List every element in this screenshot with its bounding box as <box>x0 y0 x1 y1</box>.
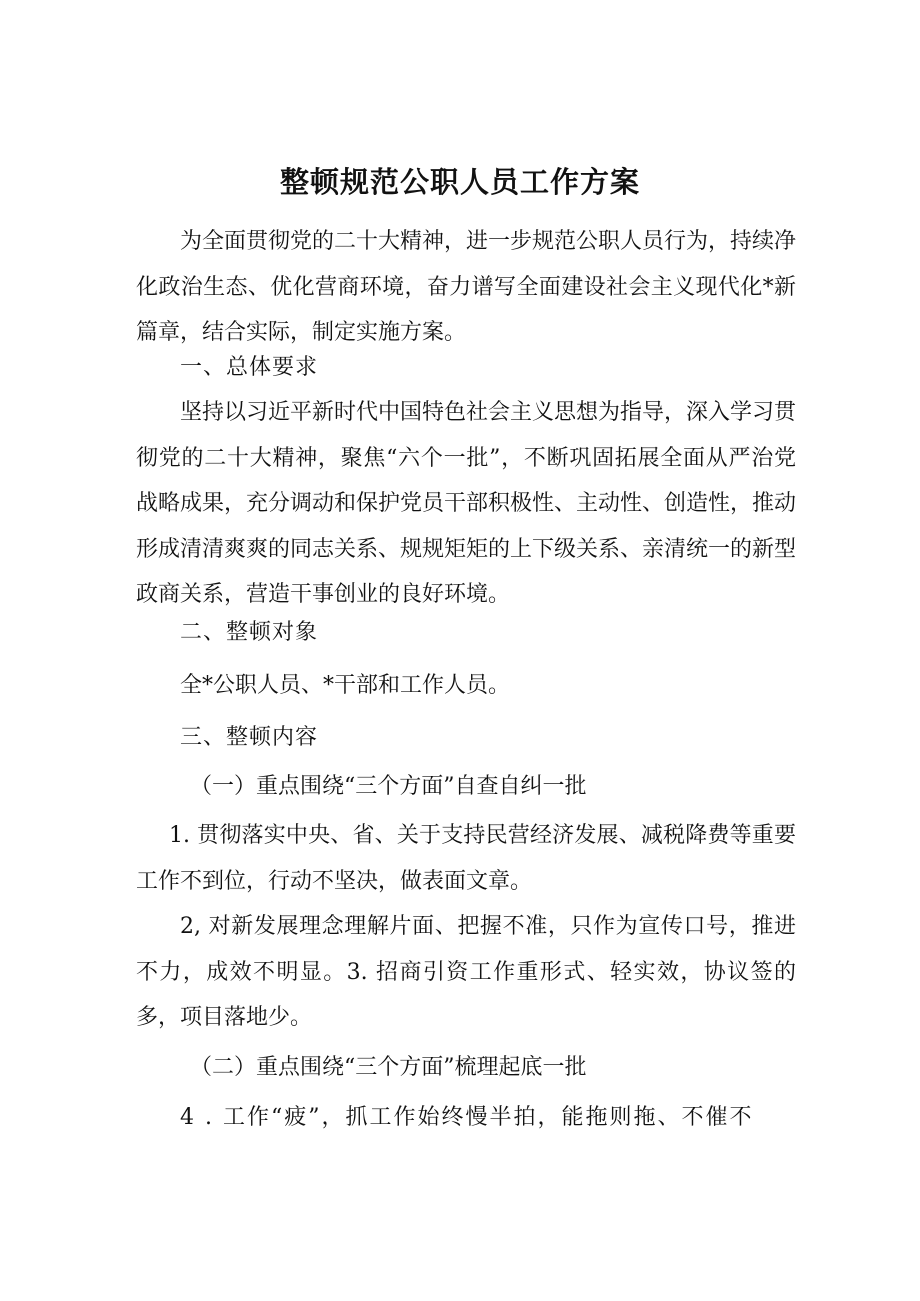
general-requirements-paragraph: 坚持以习近平新时代中国特色社会主义思想为指导，深入学习贯彻党的二十大精神，聚焦“六个一批”，不断巩固拓展全面从严治党战略成果，充分调动和保护党员干部积极性、主动性、创造性，推动形成清清爽爽的同志关系、规规矩矩的上下级关系、亲清统一的新型政商关系，营造干事创业的良好环境。 <box>136 400 797 607</box>
subsection-heading-sort-out: （二）重点围绕“三个方面”梳理起底一批 <box>190 1055 587 1080</box>
subsection-heading-self-inspection: （一）重点围绕“三个方面”自查自纠一批 <box>190 774 587 799</box>
section-heading-rectification-targets: 二、整顿对象 <box>180 620 319 645</box>
section-heading-rectification-content: 三、整顿内容 <box>180 725 319 750</box>
list-item-4: 4 . 工作“疲”，抓工作始终慢半拍，能拖则拖、不催不 <box>180 1105 754 1130</box>
intro-paragraph: 为全面贯彻党的二十大精神，进一步规范公职人员行为，持续净化政治生态、优化营商环境，奋力谱写全面建设社会主义现代化*新篇章，结合实际，制定实施方案。 <box>136 229 797 345</box>
list-item-1: 1. 贯彻落实中央、省、关于支持民营经济发展、减税降费等重要工作不到位，行动不坚决，做表面文章。 <box>136 823 796 894</box>
document-title: 整顿规范公职人员工作方案 <box>279 165 640 199</box>
list-item-2: 2, 对新发展理念理解片面、把握不准，只作为宣传口号，推进不力，成效不明显。3. 招商引资工作重形式、轻实效，协议签的多，项目落地少。 <box>136 914 796 1030</box>
section-heading-general-requirements: 一、总体要求 <box>180 355 319 380</box>
rectification-targets-paragraph: 全*公职人员、*干部和工作人员。 <box>180 673 511 698</box>
